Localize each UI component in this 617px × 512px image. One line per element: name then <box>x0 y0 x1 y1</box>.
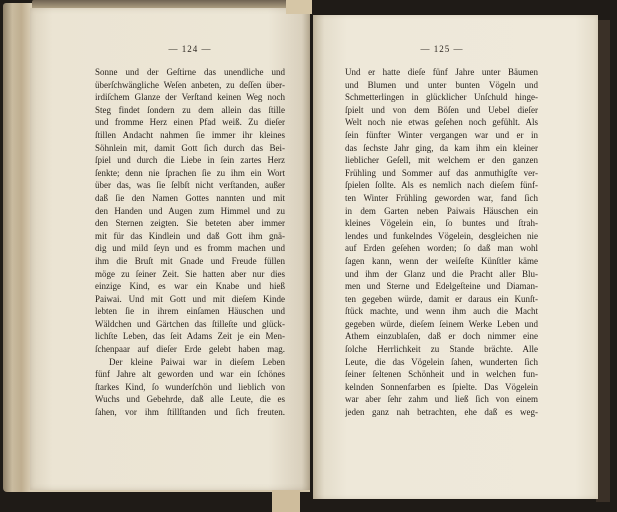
text-line: ſpielt und von dem Böſen und Uebel dieſer <box>345 104 538 115</box>
text-line: ſagen kann, wenn der weiſeſte Künſtler käme <box>345 255 538 266</box>
text-line: lieblicher Geſell, mit welchem er den ganzen <box>345 155 538 166</box>
text-line: möge zu ſeiner Zeit. Sie hatten aber nur dies <box>95 268 285 279</box>
text-line: irdiſchem Glanze der Verſtand keinen Weg noch <box>95 92 285 103</box>
spine-top <box>286 0 312 14</box>
text-line: Steg findet ſondern zu dem allein das ſtille <box>95 104 285 115</box>
text-line: war aber ſehr zahm und ließ ſich von einem <box>345 394 538 405</box>
text-line: ſtarkes Kind, ſo wunderſchön und lieblich von <box>95 381 285 392</box>
text-line: einzige Kind, es war ein Knabe und hieß <box>95 281 285 292</box>
text-line: ſolche Herrlichkeit zu Stande brächte. Alle <box>345 344 538 355</box>
text-line: ſchenpaar auf dieſer Erde gelebt haben mag. <box>95 344 285 355</box>
text-line: den Sternen zeigten. Sie beteten aber immer <box>95 218 285 229</box>
text-line: men und Sterne und Edelgeſteine und Diaman- <box>345 281 538 292</box>
text-line: lebten ſie in ihrem einſamen Häuschen und <box>95 306 285 317</box>
text-line: ſpielen ſollte. Als es nemlich nach dieſem fünf- <box>345 180 538 191</box>
text-line: den Handen und Augen zum Himmel und zu <box>95 205 285 216</box>
text-line: über das, was ſie ſelbſt nicht verſtanden, außer <box>95 180 285 191</box>
text-line: ſtillen Andacht nahmen ſie immer ihr kleines <box>95 129 285 140</box>
spine-bottom <box>272 490 300 512</box>
text-line: dig und mild ſeyn und es fromm machen und <box>95 243 285 254</box>
text-line: und ihm der Glanz und die Pracht aller Blu- <box>345 268 538 279</box>
text-line: Wuchs und Gebehrde, daß alle Leute, die es <box>95 394 285 405</box>
text-line: Athem einzublaſen, daß er doch nimmer eine <box>345 331 538 342</box>
text-line: kleines Vögelein ein, ſo buntes und ſtrah- <box>345 218 538 229</box>
text-line: Schmetterlingen in glücklicher Unſchuld hinge- <box>345 92 538 103</box>
text-line: Und er hatte dieſe fünf Jahre unter Bäumen <box>345 67 538 77</box>
text-line: ten gegeben würde, damit er daraus ein Kunſt- <box>345 293 538 304</box>
text-line: Paiwai. Und mit Gott und mit dieſem Kinde <box>95 293 285 304</box>
book-cover-right <box>596 20 610 502</box>
text-line: mit für das Kindlein und daß Gott ihm gnä- <box>95 230 285 241</box>
text-line: lendes und funkelndes Vögelein, desgleichen nie <box>345 230 538 241</box>
text-line: ſtück machte, und wenn ihm auch die Macht <box>345 306 538 317</box>
text-line: Frühling und Sommer auf das anmuthigſte ver- <box>345 167 538 178</box>
text-line: gegeben würde, dieſem ſeinem Werke Leben und <box>345 318 538 329</box>
text-line: auf Erden geſehen worden; ſo daß man wohl <box>345 243 538 254</box>
page-number-left: — 124 — <box>168 44 212 54</box>
text-line: ſpiel und durch die Liebe in ſein zartes Herz <box>95 155 285 166</box>
text-line: ſenkte; denn nie ſprachen ſie zu ihm ein Wort <box>95 167 285 178</box>
text-line: und Blumen und unter bunten Vögeln und <box>345 79 538 90</box>
text-line: lichſte Leben, das ſeit Adams Zeit je ein Men- <box>95 331 285 342</box>
text-line: ſeiner ſeltenen Schönheit und in welchen fun- <box>345 369 538 380</box>
text-line: ten Winter Frühling geworden war, fand ſich <box>345 192 538 203</box>
text-line: ſahen, vor ihm ſtillſtanden und ſich freuten. <box>95 407 285 418</box>
page-number-right: — 125 — <box>420 44 464 54</box>
text-line: Wäldchen und Gärtchen das ſtilleſte und glück- <box>95 318 285 329</box>
text-line: kelnden Sonnenfarben es ſpielte. Das Vögelein <box>345 381 538 392</box>
text-line: Der kleine Paiwai war in dieſem Leben <box>109 356 285 367</box>
right-page-text <box>345 66 538 419</box>
text-line: Welt noch nie etwas geſehen noch gefühlt. Als <box>345 117 538 128</box>
left-page-text <box>95 66 285 419</box>
text-line: ihm die Bruſt mit Gnade und Freude füllen <box>95 255 285 266</box>
text-line: fünf Jahre alt geworden und war ein ſchönes <box>95 369 285 380</box>
text-line: Leute, die das Vögelein ſahen, wunderten ſich <box>345 356 538 367</box>
text-line: und fromme Herz einen Pfad weiß. Zu dieſer <box>95 117 285 128</box>
text-line: daß ſie den Namen Gottes nannten und mit <box>95 192 285 203</box>
text-line: Söhnlein mit, damit Gott ſich durch das Bei- <box>95 142 285 153</box>
text-line: in dem Garten neben Paiwais Häuschen ein <box>345 205 538 216</box>
text-line: Sonne und der Geſtirne das unendliche und <box>95 67 285 77</box>
text-line: das ſechste Jahr ging, da kam ihm ein kleiner <box>345 142 538 153</box>
text-line: ſein fünfter Winter vergangen war und er in <box>345 129 538 140</box>
text-line: jeden ganz nah betrachten, ehe daß es weg- <box>345 407 538 418</box>
text-line: überſchwängliche Weſen anbeten, zu deſſen über- <box>95 79 285 90</box>
